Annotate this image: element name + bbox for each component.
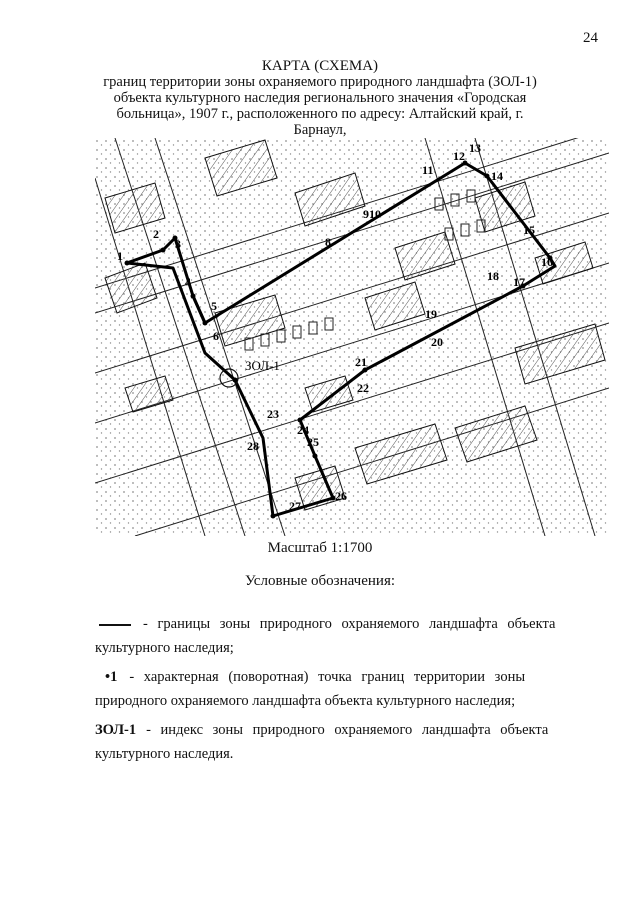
legend-item-boundary — [95, 612, 600, 660]
legend-title: Условные обозначения: — [244, 573, 396, 589]
title-line-2: объекта культурного наследия регионального значения «Городская — [113, 90, 527, 106]
page-number: 24 — [583, 30, 598, 46]
zone-label: ЗОЛ-1 — [245, 358, 280, 373]
title-line-1: границ территории зоны охраняемого природного ландшафта (ЗОЛ-1) — [103, 74, 537, 90]
point-label: 19 — [425, 307, 437, 321]
point-label: 11 — [422, 163, 434, 177]
point-label: 22 — [357, 381, 369, 395]
legend-text: - характерная (поворотная) точка границ территории зоны — [129, 669, 526, 685]
legend-text: - индекс зоны природного охраняемого ландшафта объекта — [146, 722, 549, 738]
zone-index-symbol: ЗОЛ-1 — [95, 722, 137, 738]
legend-text: - границы зоны природного охраняемого ландшафта объекта — [143, 616, 556, 632]
map-scale: Масштаб 1:1700 — [267, 540, 373, 556]
point-label: 15 — [523, 223, 535, 237]
legend-text-cont: культурного наследия; — [95, 640, 234, 656]
point-label: 6 — [213, 329, 219, 343]
point-label: 27 — [289, 499, 301, 513]
legend-text-cont: культурного наследия. — [95, 746, 234, 762]
legend-text-cont: природного охраняемого ландшафта объекта культурного наследия; — [95, 693, 516, 709]
legend-item-point — [95, 665, 600, 713]
point-label: 2 — [153, 227, 159, 241]
point-label: 21 — [355, 355, 367, 369]
point-label: 23 — [267, 407, 279, 421]
point-label: 18 — [487, 269, 499, 283]
point-label: 910 — [363, 207, 381, 221]
point-label: 4 — [185, 275, 191, 289]
point-label: 26 — [335, 489, 347, 503]
point-label: 5 — [211, 299, 217, 313]
point-label: 8 — [325, 235, 331, 249]
point-label: 3 — [175, 237, 181, 251]
point-label: 12 — [453, 149, 465, 163]
turning-point-symbol: •1 — [105, 669, 118, 685]
legend-item-index — [95, 718, 600, 766]
point-label: 16 — [541, 255, 553, 269]
point-label: 25 — [307, 435, 319, 449]
title-line-3: больница», 1907 г., расположенного по адресу: Алтайский край, г. Барнаул, — [116, 106, 524, 138]
point-label: 20 — [431, 335, 443, 349]
map-title: КАРТА (СХЕМА) — [261, 58, 379, 74]
point-label: 13 — [469, 141, 481, 155]
point-label: 1 — [117, 249, 123, 263]
point-label: 14 — [491, 169, 503, 183]
point-label: 24 — [297, 423, 309, 437]
zone-map — [95, 138, 609, 536]
point-label: 28 — [247, 439, 259, 453]
boundary-line-symbol — [99, 624, 131, 626]
point-label: 17 — [513, 275, 525, 289]
